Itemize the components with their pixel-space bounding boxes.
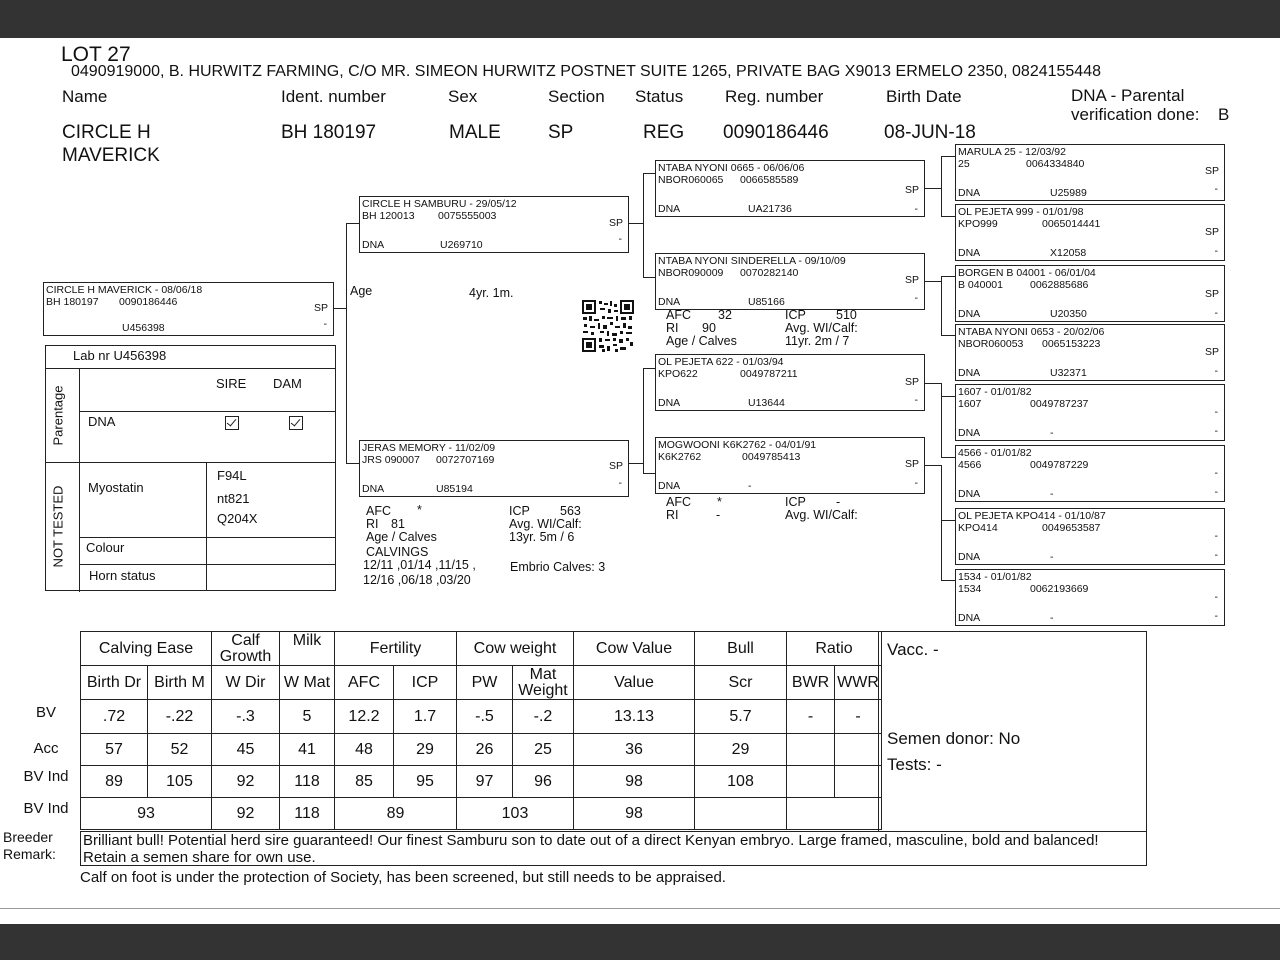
- sire-col-label: SIRE: [216, 376, 247, 391]
- ggp-title: 1534 - 01/01/82: [958, 571, 1032, 583]
- acc-cell: [787, 734, 835, 766]
- dam-col-label: DAM: [273, 376, 302, 391]
- age-value: 4yr. 1m.: [469, 286, 514, 300]
- gp-icp-label: ICP: [785, 308, 806, 322]
- dam-icp: 563: [560, 504, 581, 518]
- ggp-id: KPO414: [958, 522, 998, 534]
- bv-cell: .72: [81, 700, 148, 734]
- bvind2-cell: 98: [574, 798, 695, 830]
- animal-reg: 0090186446: [119, 296, 178, 308]
- vacc-text: Vacc. -: [887, 640, 939, 659]
- lab-number: Lab nr U456398: [73, 348, 167, 363]
- gp-section: SP: [904, 184, 919, 196]
- sire-dna-label: DNA: [362, 239, 385, 251]
- ggp-dash-2: -: [1214, 610, 1218, 622]
- sire-dna-check-icon: [225, 416, 239, 430]
- ggp-dna-label: DNA: [958, 612, 981, 624]
- group-bull: Bull: [695, 632, 787, 666]
- gp-dna: U13644: [748, 397, 785, 409]
- gp-reg: 0049787211: [740, 368, 798, 380]
- row-label-bvind: BV Ind: [23, 768, 69, 785]
- label-sex: Sex: [448, 87, 478, 106]
- ggp-dna-label: DNA: [958, 187, 981, 199]
- dam-id: JRS 090007: [362, 454, 420, 466]
- gp-id: NBOR060065: [658, 174, 724, 186]
- ggp-reg: 0064334840: [1026, 158, 1085, 170]
- bvind-cell: 96: [513, 766, 574, 798]
- gp-afc: *: [717, 495, 722, 509]
- group-calving-ease: Calving Ease: [81, 632, 212, 666]
- gp-dna: UA21736: [748, 203, 792, 215]
- value-section: SP: [548, 122, 574, 143]
- acc-cell: 36: [574, 734, 695, 766]
- ggp-section: SP: [1204, 288, 1219, 300]
- gp-agecalves-label: Age / Calves: [666, 334, 737, 348]
- value-dna-parental: B: [1218, 105, 1230, 124]
- gp-dash: -: [914, 203, 918, 215]
- ggp-dash: -: [1214, 245, 1218, 257]
- ggp-dash: -: [1214, 530, 1218, 542]
- ggp-reg: 0062193669: [1030, 583, 1089, 595]
- ggp-title: NTABA NYONI 0653 - 20/02/06: [958, 326, 1105, 338]
- ggp-dna: U32371: [1050, 367, 1087, 379]
- ggp-dna-label: DNA: [958, 427, 981, 439]
- gp-dna-label: DNA: [658, 203, 681, 215]
- bvind-cell: [787, 766, 835, 798]
- tests-text: Tests: -: [887, 755, 942, 774]
- myostatin-value: nt821: [217, 491, 250, 506]
- dam-icp-label: ICP: [509, 504, 530, 518]
- group-calf-growth: Calf Growth: [212, 632, 280, 666]
- ggp-reg: 0065014441: [1042, 218, 1101, 230]
- bvind-cell: 85: [335, 766, 394, 798]
- ggp-section: SP: [1204, 346, 1219, 358]
- ggp-reg: 0062885686: [1030, 279, 1089, 291]
- gp-agecalves: 11yr. 2m / 7: [785, 334, 850, 348]
- subheader-cell: Value: [574, 666, 695, 700]
- bvind2-cell: [787, 798, 882, 830]
- bv-cell: 5: [280, 700, 335, 734]
- ggp-reg: 0065153223: [1042, 338, 1101, 350]
- label-birth: Birth Date: [886, 87, 962, 106]
- ggp-dna-label: DNA: [958, 551, 981, 563]
- ggp-dna-label: DNA: [958, 488, 981, 500]
- ggp-dash-2: -: [1214, 425, 1218, 437]
- acc-cell: 29: [695, 734, 787, 766]
- gp-ri-label: RI: [666, 508, 679, 522]
- not-tested-label: NOT TESTED: [50, 485, 66, 568]
- sire-id: BH 120013: [362, 210, 415, 222]
- bvind2-cell: 103: [457, 798, 574, 830]
- lab-results-box: [45, 345, 336, 591]
- ggp-title: OL PEJETA 999 - 01/01/98: [958, 206, 1084, 218]
- pedigree-ggp-box: [955, 384, 1225, 441]
- dam-afc-label: AFC: [366, 504, 391, 518]
- animal-section: SP: [313, 302, 328, 314]
- row-label-acc: Acc: [33, 740, 59, 757]
- value-name-1: CIRCLE H: [62, 122, 151, 143]
- ggp-dna-label: DNA: [958, 247, 981, 259]
- gp-id: NBOR090009: [658, 267, 724, 279]
- dam-reg: 0072707169: [436, 454, 495, 466]
- ggp-dash-2: -: [1214, 486, 1218, 498]
- row-label-bvind-2: BV Ind: [23, 800, 69, 817]
- ggp-id: 1534: [958, 583, 982, 595]
- gp-icp: 510: [836, 308, 857, 322]
- bvind-cell: 92: [212, 766, 280, 798]
- bv-cell: 5.7: [695, 700, 787, 734]
- gp-section: SP: [904, 376, 919, 388]
- gp-section: SP: [904, 274, 919, 286]
- gp-afc: 32: [718, 308, 732, 322]
- gp-dna: U85166: [748, 296, 785, 308]
- gp-afc-label: AFC: [666, 308, 691, 322]
- ggp-dna: -: [1050, 551, 1054, 563]
- bv-cell: 13.13: [574, 700, 695, 734]
- bvind-cell: 118: [280, 766, 335, 798]
- gp-id: KPO622: [658, 368, 698, 380]
- group-ratio: Ratio: [787, 632, 882, 666]
- acc-cell: 52: [148, 734, 212, 766]
- ggp-id: 4566: [958, 459, 982, 471]
- pedigree-ggp-box: [955, 204, 1225, 261]
- ggp-dash: -: [1214, 365, 1218, 377]
- subheader-cell: Birth M: [148, 666, 212, 700]
- ggp-dash: -: [1214, 467, 1218, 479]
- pedigree-ggp-box: [955, 508, 1225, 565]
- bvind-cell: 98: [574, 766, 695, 798]
- label-section: Section: [548, 87, 605, 106]
- ggp-dna: -: [1050, 488, 1054, 500]
- sire-title: CIRCLE H SAMBURU - 29/05/12: [362, 198, 517, 210]
- gp-title: NTABA NYONI 0665 - 06/06/06: [658, 162, 805, 174]
- label-status: Status: [635, 87, 684, 106]
- value-sex: MALE: [449, 122, 501, 143]
- pedigree-dam-box: [359, 440, 629, 497]
- dam-ri-label: RI: [366, 517, 379, 531]
- ggp-dna-label: DNA: [958, 367, 981, 379]
- ggp-title: OL PEJETA KPO414 - 01/10/87: [958, 510, 1106, 522]
- animal-dna: U456398: [122, 322, 165, 334]
- label-reg: Reg. number: [725, 87, 824, 106]
- dam-calvings-2: 12/16 ,06/18 ,03/20: [363, 573, 471, 587]
- sire-dna: U269710: [440, 239, 483, 251]
- bv-cell: -.3: [212, 700, 280, 734]
- bvind-cell: 105: [148, 766, 212, 798]
- label-name: Name: [62, 87, 108, 106]
- bvind2-cell: 118: [280, 798, 335, 830]
- age-label: Age: [350, 284, 373, 298]
- dam-dna-label: DNA: [362, 483, 385, 495]
- gp-afc-label: AFC: [666, 495, 691, 509]
- subheader-cell: PW: [457, 666, 513, 700]
- gp-dna-label: DNA: [658, 296, 681, 308]
- bv-cell: -.5: [457, 700, 513, 734]
- gp-reg: 0070282140: [740, 267, 799, 279]
- sire-dash: -: [618, 233, 622, 245]
- bvind-cell: 89: [81, 766, 148, 798]
- ggp-id: KPO999: [958, 218, 998, 230]
- dam-ri: 81: [391, 517, 405, 531]
- gp-dash: -: [914, 292, 918, 304]
- subheader-cell: Mat Weight: [513, 666, 574, 700]
- bvind-cell: 97: [457, 766, 513, 798]
- breeder-remark-line-1: Brilliant bull! Potential herd sire guaranteed! Our finest Samburu son to date out of a direct Kenyan embryo. Large framed, masculine, bold and balanced!: [83, 832, 1099, 849]
- gp-dna-label: DNA: [658, 397, 681, 409]
- subheader-cell: W Dir: [212, 666, 280, 700]
- breeder-address: 0490919000, B. HURWITZ FARMING, C/O MR. SIMEON HURWITZ POSTNET SUITE 1265, PRIVATE BAG X9013 ERMELO 2350, 0824155448: [71, 63, 1101, 80]
- ggp-dash: -: [1214, 406, 1218, 418]
- bv-cell: 12.2: [335, 700, 394, 734]
- ggp-dash: -: [1214, 183, 1218, 195]
- ggp-title: 1607 - 01/01/82: [958, 386, 1032, 398]
- bv-cell: -: [787, 700, 835, 734]
- gp-wi-label: Avg. WI/Calf:: [785, 508, 858, 522]
- parentage-label: Parentage: [50, 385, 66, 446]
- pedigree-sire-box: [359, 196, 629, 253]
- dam-afc: *: [417, 503, 422, 517]
- pedigree-gp-box: [655, 253, 925, 310]
- dam-agecalves: 13yr. 5m / 6: [509, 530, 575, 544]
- gp-wi-label: Avg. WI/Calf:: [785, 321, 858, 335]
- lot-number: LOT 27: [61, 43, 131, 66]
- value-birth: 08-JUN-18: [884, 122, 976, 143]
- pedigree-ggp-box: [955, 324, 1225, 381]
- table-row-acc: [81, 734, 882, 766]
- gp-dna-label: DNA: [658, 480, 681, 492]
- subheader-cell: AFC: [335, 666, 394, 700]
- breeder-remark-label-2: Remark:: [3, 846, 56, 862]
- ggp-title: 4566 - 01/01/82: [958, 447, 1032, 459]
- gp-ri: 90: [702, 321, 716, 335]
- bvind2-cell: [695, 798, 787, 830]
- gp-title: OL PEJETA 622 - 01/03/94: [658, 356, 784, 368]
- semen-donor-text: Semen donor: No: [887, 729, 1021, 748]
- bv-cell: -.2: [513, 700, 574, 734]
- label-ident: Ident. number: [281, 87, 386, 106]
- gp-section: SP: [904, 458, 919, 470]
- gp-id: K6K2762: [658, 451, 702, 463]
- ggp-dna: X12058: [1050, 247, 1087, 259]
- animal-title: CIRCLE H MAVERICK - 08/06/18: [46, 284, 203, 296]
- subheader-cell: BWR: [787, 666, 835, 700]
- ggp-dna: U25989: [1050, 187, 1087, 199]
- myostatin-label: Myostatin: [88, 480, 144, 495]
- bv-cell: 1.7: [394, 700, 457, 734]
- colour-label: Colour: [86, 540, 125, 555]
- myostatin-value: Q204X: [217, 511, 258, 526]
- gp-reg: 0049785413: [742, 451, 801, 463]
- table-row-bvind-2: [81, 798, 882, 830]
- subheader-cell: Birth Dr: [81, 666, 148, 700]
- myostatin-value: F94L: [217, 468, 247, 483]
- acc-cell: 25: [513, 734, 574, 766]
- pedigree-gp-box: [655, 160, 925, 217]
- ggp-id: 25: [958, 158, 970, 170]
- acc-cell: 41: [280, 734, 335, 766]
- breeding-values-table: [80, 631, 882, 830]
- value-ident: BH 180197: [281, 122, 377, 143]
- top-bar: [0, 0, 1280, 38]
- sire-section: SP: [608, 217, 623, 229]
- table-row-bvind: [81, 766, 882, 798]
- dam-dna-check-icon: [289, 416, 303, 430]
- gp-icp: -: [836, 495, 841, 509]
- group-fertility: Fertility: [335, 632, 457, 666]
- breeder-remark-label-1: Breeder: [3, 829, 53, 845]
- divider: [0, 908, 1280, 909]
- ggp-dna: -: [1050, 427, 1054, 439]
- ggp-dash: -: [1214, 307, 1218, 319]
- pedigree-ggp-box: [955, 569, 1225, 626]
- value-name-2: MAVERICK: [62, 145, 160, 166]
- qr-code-icon: [582, 300, 634, 352]
- pedigree-gp-box: [655, 354, 925, 411]
- gp-title: MOGWOONI K6K2762 - 04/01/91: [658, 439, 817, 451]
- ggp-dna-label: DNA: [958, 308, 981, 320]
- bvind2-cell: 92: [212, 798, 280, 830]
- animal-dash: -: [323, 318, 327, 330]
- ggp-dna: -: [1050, 612, 1054, 624]
- bvind2-cell: 93: [81, 798, 212, 830]
- ggp-reg: 0049787237: [1030, 398, 1089, 410]
- acc-cell: 45: [212, 734, 280, 766]
- ggp-dash-2: -: [1214, 549, 1218, 561]
- gp-dna: -: [748, 480, 752, 492]
- ggp-title: BORGEN B 04001 - 06/01/04: [958, 267, 1096, 279]
- dna-row-label: DNA: [88, 414, 116, 429]
- ggp-section: SP: [1204, 226, 1219, 238]
- pedigree-animal-box: [43, 282, 334, 336]
- bvind-cell: 95: [394, 766, 457, 798]
- dam-embryo: Embrio Calves: 3: [510, 560, 606, 574]
- subheader-cell: ICP: [394, 666, 457, 700]
- pedigree-gp-box: [655, 437, 925, 494]
- subheader-cell: WWR: [835, 666, 882, 700]
- gp-title: NTABA NYONI SINDERELLA - 09/10/09: [658, 255, 846, 267]
- bv-cell: -: [835, 700, 882, 734]
- gp-dash: -: [914, 394, 918, 406]
- bv-cell: -.22: [148, 700, 212, 734]
- ggp-title: MARULA 25 - 12/03/92: [958, 146, 1066, 158]
- pedigree-ggp-box: [955, 445, 1225, 502]
- bvind-cell: [835, 766, 882, 798]
- ggp-id: 1607: [958, 398, 982, 410]
- vaccination-box: [878, 631, 1147, 832]
- gp-dash: -: [914, 477, 918, 489]
- ggp-reg: 0049653587: [1042, 522, 1101, 534]
- gp-ri-label: RI: [666, 321, 679, 335]
- ggp-dash: -: [1214, 591, 1218, 603]
- acc-cell: 57: [81, 734, 148, 766]
- ggp-id: NBOR060053: [958, 338, 1024, 350]
- acc-cell: [835, 734, 882, 766]
- footer-note: Calf on foot is under the protection of Society, has been screened, but still needs to be appraised.: [80, 869, 726, 886]
- gp-reg: 0066585589: [740, 174, 799, 186]
- dam-calvings-label: CALVINGS: [366, 545, 429, 559]
- acc-cell: 29: [394, 734, 457, 766]
- value-reg: 0090186446: [723, 122, 829, 143]
- acc-cell: 26: [457, 734, 513, 766]
- ggp-section: SP: [1204, 165, 1219, 177]
- group-milk: Milk: [280, 632, 335, 666]
- dam-dna: U85194: [436, 483, 473, 495]
- dam-dash: -: [618, 477, 622, 489]
- ggp-id: B 040001: [958, 279, 1003, 291]
- horn-status-label: Horn status: [89, 568, 156, 583]
- table-row-bv: [81, 700, 882, 734]
- label-dna-parental: DNA - Parental verification done:: [1071, 86, 1200, 124]
- gp-icp-label: ICP: [785, 495, 806, 509]
- animal-id: BH 180197: [46, 296, 99, 308]
- subheader-cell: Scr: [695, 666, 787, 700]
- dam-section: SP: [608, 460, 623, 472]
- breeder-remark-box: [80, 831, 1147, 866]
- group-cow-weight: Cow weight: [457, 632, 574, 666]
- dam-wi-label: Avg. WI/Calf:: [509, 517, 582, 531]
- dam-calvings-1: 12/11 ,01/14 ,11/15 ,: [363, 558, 476, 572]
- row-label-bv: BV: [35, 704, 56, 721]
- dam-title: JERAS MEMORY - 11/02/09: [362, 442, 496, 454]
- ggp-dna: U20350: [1050, 308, 1087, 320]
- dam-agecalves-label: Age / Calves: [366, 530, 437, 544]
- breeder-remark-line-2: Retain a semen share for own use.: [83, 849, 316, 866]
- pedigree-ggp-box: [955, 144, 1225, 201]
- gp-ri: -: [716, 508, 721, 522]
- value-status: REG: [643, 122, 685, 143]
- acc-cell: 48: [335, 734, 394, 766]
- bottom-bar: [0, 924, 1280, 960]
- bvind-cell: 108: [695, 766, 787, 798]
- group-cow-value: Cow Value: [574, 632, 695, 666]
- pedigree-ggp-box: [955, 265, 1225, 322]
- bvind2-cell: 89: [335, 798, 457, 830]
- ggp-reg: 0049787229: [1030, 459, 1089, 471]
- subheader-cell: W Mat: [280, 666, 335, 700]
- sire-reg: 0075555003: [438, 210, 497, 222]
